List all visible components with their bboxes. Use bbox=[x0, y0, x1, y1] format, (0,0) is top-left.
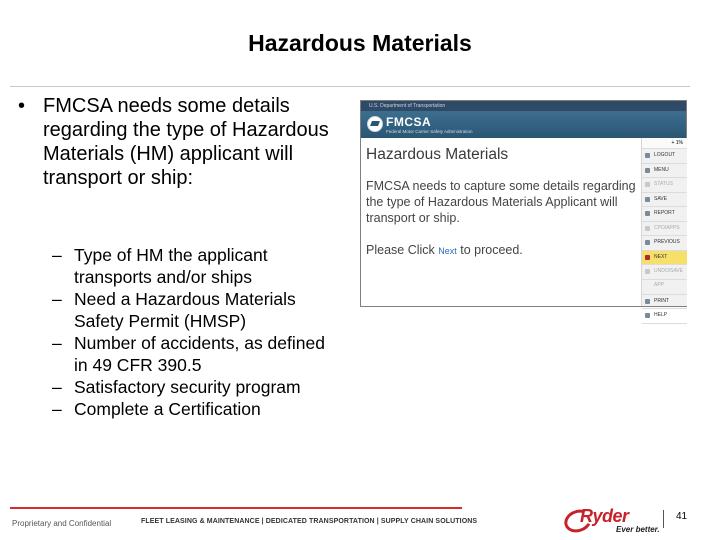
sub-bullet-list bbox=[52, 244, 342, 420]
dash-symbol: – bbox=[52, 399, 62, 419]
screenshot-pane-title: Hazardous Materials bbox=[366, 146, 509, 163]
sub-bullet-item bbox=[52, 398, 342, 420]
proceed-prefix: Please Click bbox=[366, 243, 439, 257]
footer-services: FLEET LEASING & MAINTENANCE | DEDICATED TRANSPORTATION | SUPPLY CHAIN SOLUTIONS bbox=[141, 518, 478, 525]
menu-item-next: NEXT bbox=[642, 251, 687, 266]
sub-bullet-item bbox=[52, 244, 342, 288]
menu-item-logout: LOGOUT bbox=[642, 149, 687, 164]
bullet-symbol: • bbox=[18, 95, 26, 117]
screenshot-header bbox=[361, 111, 686, 138]
title-divider bbox=[10, 86, 690, 87]
menu-item-help: HELP bbox=[642, 309, 687, 324]
screenshot-topbar: U.S. Department of Transportation bbox=[361, 101, 686, 111]
screenshot-side-menu bbox=[641, 138, 687, 318]
menu-item-status: STATUS bbox=[642, 178, 687, 193]
footer-confidential: Proprietary and Confidential bbox=[12, 519, 112, 528]
slide-title: Hazardous Materials bbox=[248, 30, 472, 56]
menu-spacer bbox=[642, 280, 687, 295]
dash-symbol: – bbox=[52, 289, 62, 309]
menu-item-menu: MENU bbox=[642, 164, 687, 179]
dash-symbol: – bbox=[52, 333, 62, 353]
menu-item-cpo-apps: CPO/APPS bbox=[642, 222, 687, 237]
menu-item-report: REPORT bbox=[642, 207, 687, 222]
embedded-app-screenshot bbox=[360, 100, 687, 318]
main-bullet bbox=[18, 94, 338, 190]
sub-bullet-item bbox=[52, 332, 342, 376]
sub-bullet-text: Complete a Certification bbox=[74, 399, 261, 419]
menu-item-previous: PREVIOUS bbox=[642, 236, 687, 251]
ryder-logo-text: Ryder bbox=[580, 506, 629, 526]
sub-bullet-item bbox=[52, 288, 342, 332]
dash-symbol: – bbox=[52, 245, 62, 265]
sub-bullet-text: Satisfactory security program bbox=[74, 377, 301, 397]
sub-bullet-text: Need a Hazardous Materials Safety Permit (HMSP) bbox=[74, 289, 296, 331]
page-number: 41 bbox=[676, 511, 688, 522]
screenshot-body-text: FMCSA needs to capture some details regarding the type of Hazardous Materials Applicant will transport or ship. bbox=[366, 179, 636, 225]
sub-bullet-item bbox=[52, 376, 342, 398]
page-number-divider bbox=[663, 510, 664, 528]
sub-bullet-text: Number of accidents, as defined in 49 CFR 390.5 bbox=[74, 333, 325, 375]
footer-red-rule bbox=[10, 507, 462, 509]
ryder-tagline: Ever better. bbox=[616, 525, 660, 534]
screenshot-proceed-text bbox=[366, 243, 523, 257]
screenshot-brand: FMCSA bbox=[386, 115, 432, 129]
next-link: Next bbox=[438, 246, 457, 256]
fmcsa-logo-icon bbox=[367, 116, 383, 132]
ryder-logo bbox=[560, 506, 660, 534]
menu-item-undo-save-app: UNDO/SAVE APP bbox=[642, 265, 687, 280]
sub-bullet-text: Type of HM the applicant transports and/or ships bbox=[74, 245, 268, 287]
proceed-suffix: to proceed. bbox=[456, 243, 523, 257]
zoom-control: + 1% bbox=[642, 138, 687, 149]
menu-item-print: PRINT bbox=[642, 295, 687, 310]
menu-item-save: SAVE bbox=[642, 193, 687, 208]
main-bullet-text: FMCSA needs some details regarding the type of Hazardous Materials (HM) applicant will transport or ship: bbox=[43, 95, 329, 189]
screenshot-brand-sub: Federal Motor Carrier Safety Administration bbox=[386, 129, 473, 134]
dash-symbol: – bbox=[52, 377, 62, 397]
